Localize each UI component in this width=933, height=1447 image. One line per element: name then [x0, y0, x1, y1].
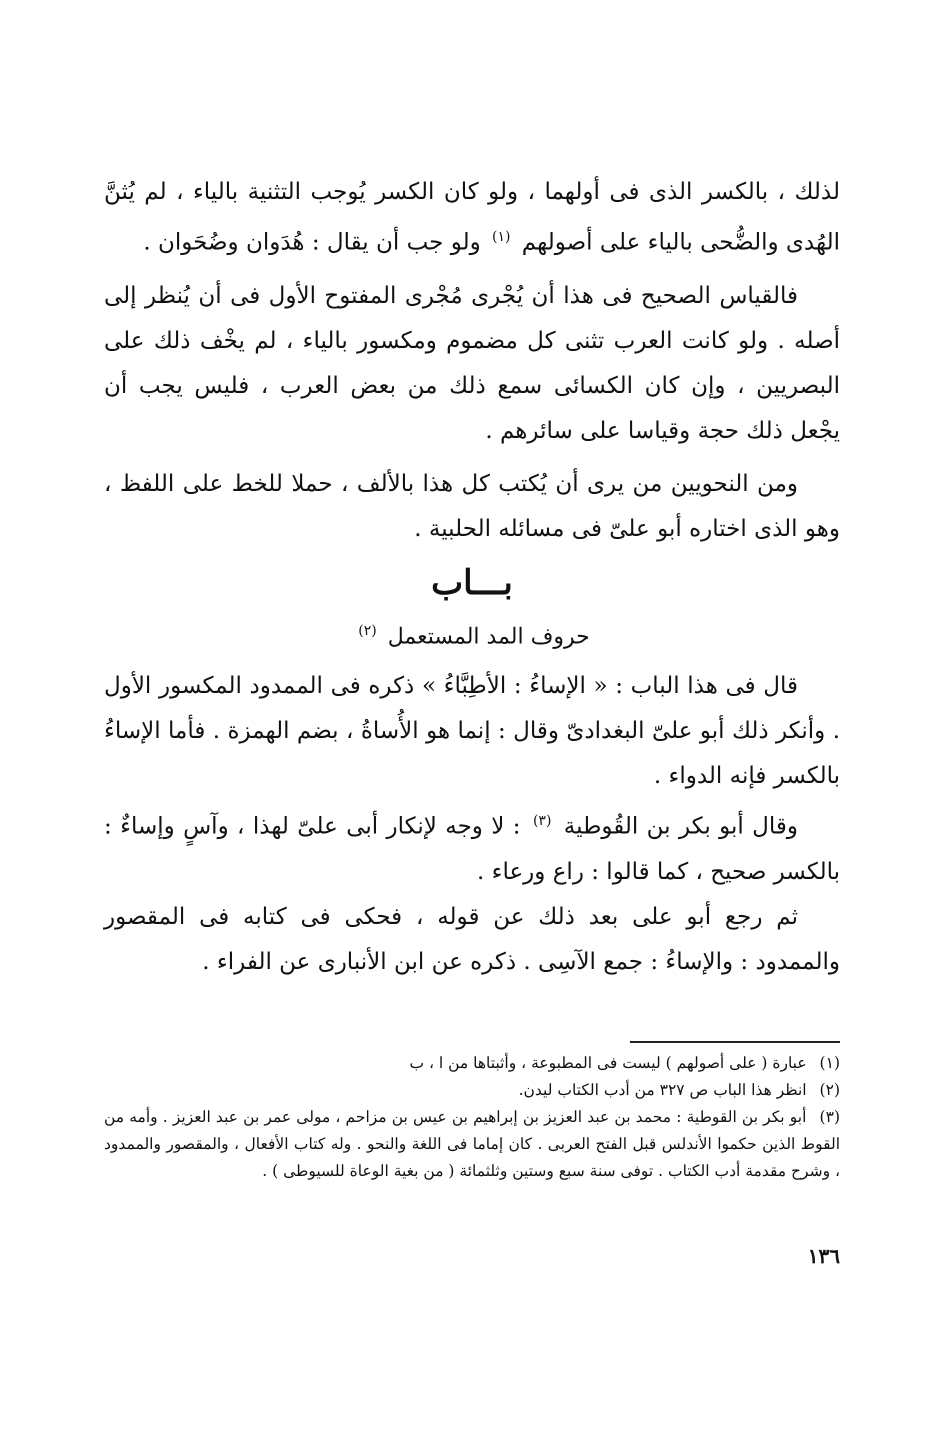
page-number: ١٣٦ [807, 1244, 840, 1268]
main-text [104, 170, 840, 985]
footnote-ref-1[interactable]: (١) [492, 229, 511, 245]
footnote-1 [104, 1050, 840, 1077]
section-subheading-text: حروف المد المستعمل [387, 623, 590, 649]
footnotes [104, 1050, 840, 1185]
footnote-2-text: انظر هذا الباب ص ٣٢٧ من أدب الكتاب ليدن. [518, 1081, 807, 1099]
footnote-3-number: (٣) [819, 1108, 840, 1126]
footnote-divider [630, 1041, 840, 1043]
paragraph-2: فالقياس الصحيح فى هذا أن يُجْرى مُجْرى المفتوح الأول فى أن يُنظر إلى أصله . ولو كانت العرب تثنى كل مضموم ومكسور بالياء ، لم يخْف ذلك على البصريين ، وإن كان الكسائى سمع ذلك من بعض العرب ، فليس يجب أن يجْعل ذلك حجة وقياسا على سائرهم . [104, 282, 840, 444]
paragraph-1-tail: ولو جب أن يقال : هُدَوان وضُحَوان . [143, 229, 481, 256]
section-subheading [104, 608, 840, 660]
paragraph-1-text: لذلك ، بالكسر الذى فى أولهما ، ولو كان الكسر يُوجب التثنية بالياء ، لم يُثنَّ الهُدى والضُّحى بالياء على أصولهم [104, 179, 840, 256]
footnote-2 [104, 1077, 840, 1104]
section-heading: بـــاب [431, 562, 513, 603]
paragraph-1 [104, 170, 840, 266]
paragraph-4: قال فى هذا الباب : « الإساءُ : الأطِبَّاءُ » ذكره فى الممدود المكسور الأول . وأنكر ذلك أبو علىّ البغدادىّ وقال : إنما هو الأُساةُ ، بضم الهمزة . فأما الإساءُ بالكسر فإنه الدواء . [104, 672, 840, 789]
footnote-1-number: (١) [819, 1054, 840, 1072]
footnote-ref-3[interactable]: (٣) [532, 812, 552, 829]
footnote-1-text: عبارة ( على أصولهم ) ليست فى المطبوعة ، وأثبتاها من ا ، ب [409, 1054, 807, 1072]
paragraph-6: ثم رجع أبو على بعد ذلك عن قوله ، فحكى فى كتابه فى المقصور والممدود : والإساءُ : جمع الآسِى . ذكره عن ابن الأنبارى عن الفراء . [104, 903, 840, 975]
footnote-3-text: أبو بكر بن القوطية : محمد بن عبد العزيز بن إبراهيم بن عيس بن مزاحم ، مولى عمر بن عبد العزيز . وأمه من القوط الذين حكموا الأندلس قبل الفتح العربى . كان إماما فى اللغة والنحو . وله كتاب الأفعال ، والمقصور والممدود ، وشرح مقدمة أدب الكتاب . توفى سنة سبع وستين وثلثمائة ( من بغية الوعاة للسيوطى ) . [104, 1108, 840, 1180]
paragraph-5-tail: : لا وجه لإنكار أبى علىّ لهذا ، وآسٍ وإساءٌ : بالكسر صحيح ، كما قالوا : راع ورعاء . [104, 813, 840, 885]
paragraph-5-head: وقال أبو بكر بن القُوطية [563, 813, 799, 840]
footnote-ref-2[interactable]: (٢) [358, 622, 377, 639]
paragraph-3: ومن النحويين من يرى أن يُكتب كل هذا بالألف ، حملا للخط على اللفظ ، وهو الذى اختاره أبو علىّ فى مسائله الحلبية . [104, 470, 840, 542]
paragraph-5 [104, 799, 840, 895]
footnote-2-number: (٢) [819, 1081, 840, 1099]
footnote-3 [104, 1104, 840, 1185]
